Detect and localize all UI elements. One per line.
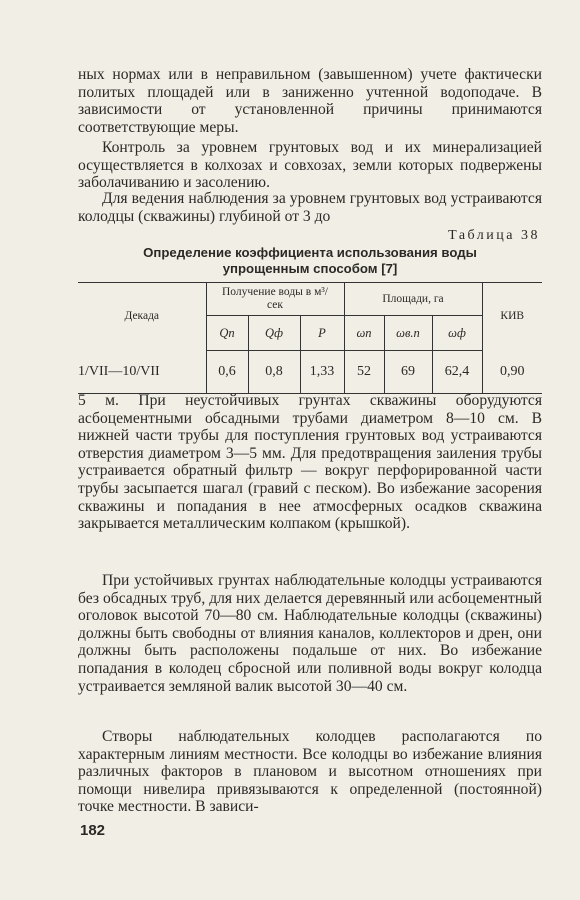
header-dekada: Декада xyxy=(78,283,206,351)
header-p: P xyxy=(300,316,344,351)
paragraph-well-alignment: Створы наблюдательных колодцев располагаются по характерным линиям местности. Все колодцы во избежание влияния различных факторов в плановом и высотном отношениях при помощи нивелира привязываются к определенной (постоянной) точке местности. В зависи- xyxy=(78,728,542,816)
cell-wvp: 69 xyxy=(384,351,432,394)
header-qp: Qп xyxy=(206,316,248,351)
table-caption: Таблица 38 xyxy=(448,228,540,243)
header-wp: ωп xyxy=(344,316,384,351)
table-title xyxy=(78,245,542,277)
header-qf: Qф xyxy=(248,316,300,351)
paragraph-unstable-soils: 5 м. При неустойчивых грунтах скважины оборудуются асбоцементными обсадными трубами диаметром 8—10 см. В нижней части трубы для поступления грунтовых вод устраиваются отверстия диаметром 3—5 мм. Для предотвращения заиления трубы устраивается обратный фильтр — вокруг перфорированной части трубы засыпается шагал (гравий с песком). Во избежание засорения скважины и попадания в нее атмосферных осадков скважина закрывается металлическим колпаком (крышкой). xyxy=(78,392,542,533)
page-number: 182 xyxy=(80,822,106,839)
cell-qp: 0,6 xyxy=(206,351,248,394)
paragraph-stable-soils: При устойчивых грунтах наблюдательные колодцы устраиваются без обсадных труб, для них делается деревянный или асбоцементный оголовок высотой 70—80 см. Наблюдательные колодцы (скважины) должны быть свободны от влияния каналов, коллекторов и дрен, они должны быть расположены подальше от них. Во избежание попадания в колодец сбросной или поливной воды вокруг колодца устраивается земляной валик высотой 30—40 см. xyxy=(78,572,542,695)
paragraph-groundwater-control: Контроль за уровнем грунтовых вод и их минерализацией осуществляется в колхозах и совхозах, земли которых подвержены заболачиванию и засолению. xyxy=(78,139,542,192)
cell-wf: 62,4 xyxy=(432,351,482,394)
table-row xyxy=(78,351,542,394)
header-area-group: Площади, га xyxy=(344,283,482,316)
data-table xyxy=(78,282,542,394)
table-title-line1: Определение коэффициента использования воды xyxy=(143,245,477,260)
header-wvp: ωв.п xyxy=(384,316,432,351)
header-kiv: КИВ xyxy=(482,283,542,351)
cell-kiv: 0,90 xyxy=(482,351,542,394)
header-water-group: Получение воды в м³/сек xyxy=(206,283,344,316)
header-wf: ωф xyxy=(432,316,482,351)
cell-qf: 0,8 xyxy=(248,351,300,394)
paragraph-wells-intro: Для ведения наблюдения за уровнем грунтовых вод устраиваются колодцы (скважины) глубиной от 3 до xyxy=(78,190,542,225)
paragraph-continuation: ных нормах или в неправильном (завышенном) учете фактически политых площадей или в заниженно учтенной водоподаче. В зависимости от установленной причины принимаются соответствующие меры. xyxy=(78,66,542,136)
table-title-line2: упрощенным способом [7] xyxy=(222,261,398,276)
cell-wp: 52 xyxy=(344,351,384,394)
cell-dekada: 1/VII—10/VII xyxy=(78,363,160,379)
cell-p: 1,33 xyxy=(300,351,344,394)
